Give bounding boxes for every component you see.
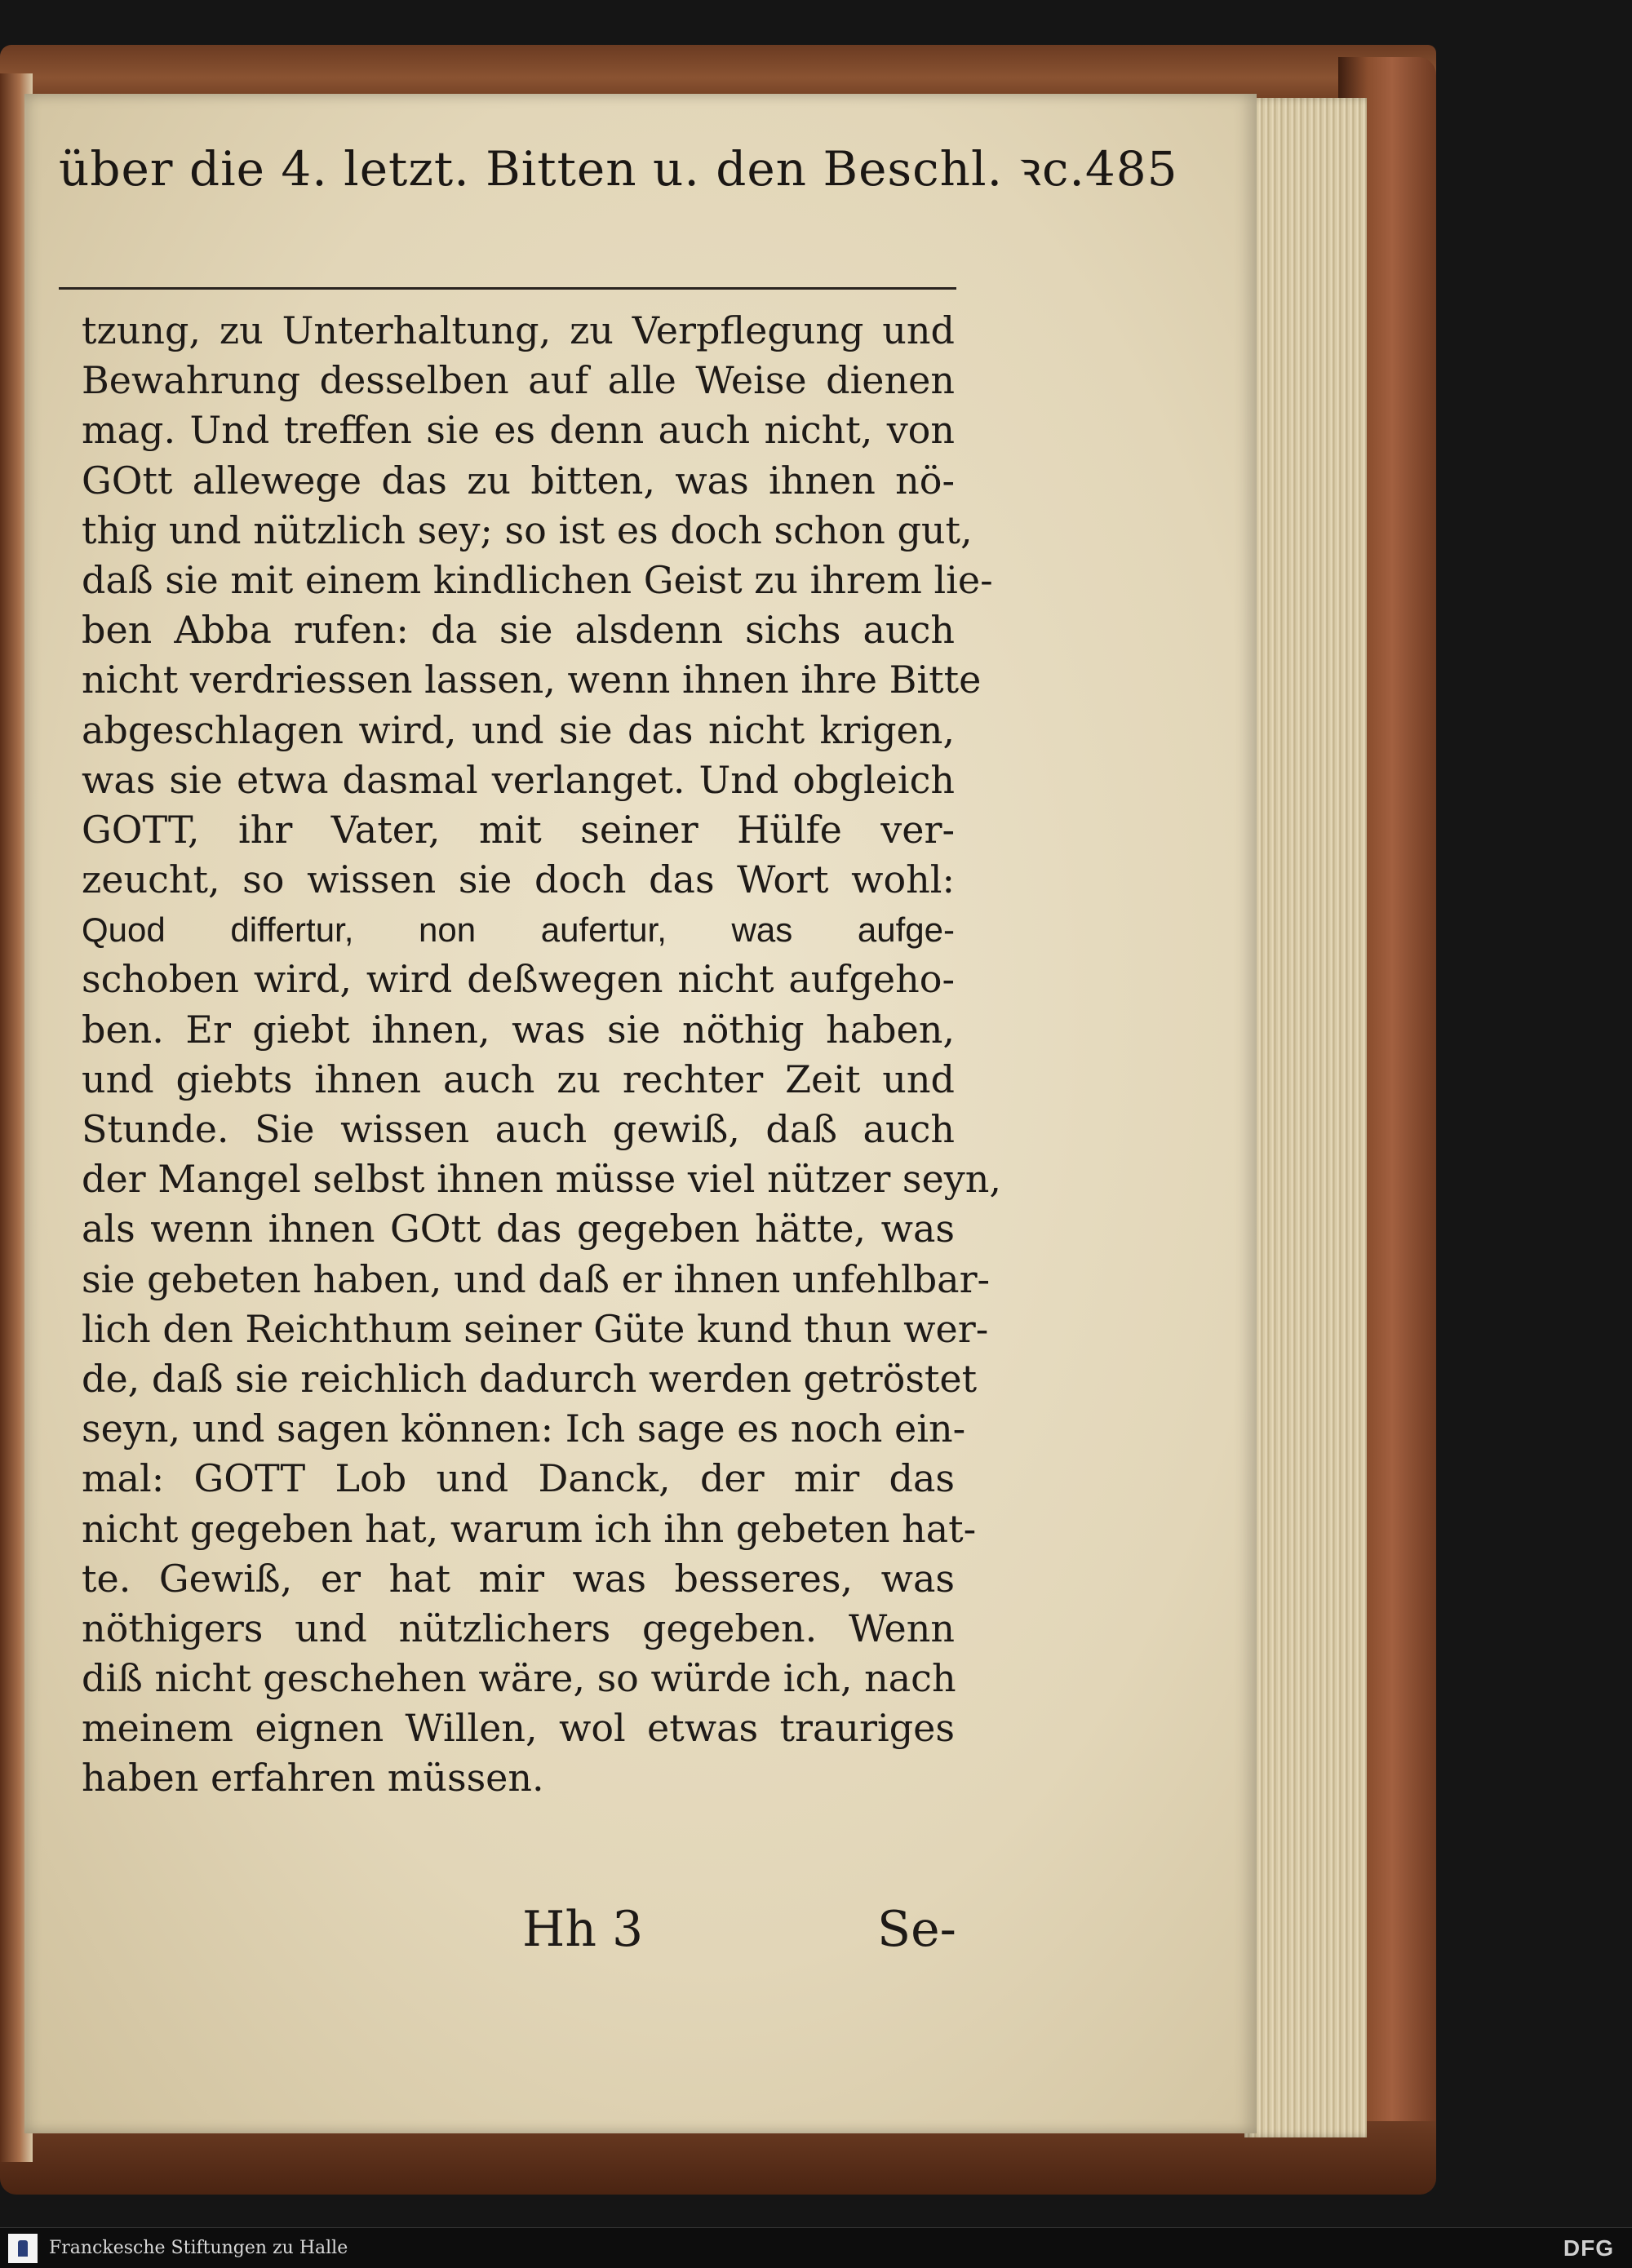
running-head (59, 135, 1178, 199)
footer-left (0, 2234, 348, 2263)
page-number: 485 (1084, 141, 1178, 197)
text-line: nicht gegeben hat, warum ich ihn gebeten hat- (82, 1506, 977, 1551)
footer-bar (0, 2227, 1632, 2268)
text-line: de, daß sie reichlich dadurch werden getröstet (82, 1356, 978, 1401)
text-line: thig und nützlich sey; so ist es doch schon gut, (82, 507, 973, 552)
text-line: haben erfahren müssen. (82, 1756, 544, 1801)
text-line: seyn, und sagen können: Ich sage es noch ein- (82, 1406, 966, 1451)
text-line: und giebts ihnen auch zu rechter Zeit und (82, 1056, 955, 1101)
text-line: mal: GOTT Lob und Danck, der mir das (82, 1456, 955, 1501)
text-line: tzung, zu Unterhaltung, zu Verpflegung und (82, 308, 955, 352)
text-line: te. Gewiß, er hat mir was besseres, was (82, 1556, 955, 1601)
text-line: lich den Reichthum seiner Güte kund thun wer- (82, 1306, 989, 1351)
institution-logo-icon (8, 2234, 38, 2263)
text-line: nöthigers und nützlichers gegeben. Wenn (82, 1606, 955, 1650)
text-line: Bewahrung desselben auf alle Weise dienen (82, 358, 955, 403)
text-line: GOTT, ihr Vater, mit seiner Hülfe ver- (82, 807, 955, 852)
text-line: abgeschlagen wird, und sie das nicht krigen, (82, 707, 955, 752)
text-line: nicht verdriessen lassen, wenn ihnen ihre Bitte (82, 658, 982, 702)
text-line-latin: Quod differtur, non aufertur, was aufge- (82, 910, 955, 950)
text-line: der Mangel selbst ihnen müsse viel nützer seyn, (82, 1157, 1001, 1202)
page-fore-edge (1244, 98, 1367, 2137)
running-head-title: über die 4. letzt. Bitten u. den Beschl. ꝛc. (59, 141, 1085, 197)
text-line: GOtt allewege das zu bitten, was ihnen nö- (82, 458, 955, 503)
text-line: schoben wird, wird deßwegen nicht aufgeho- (82, 957, 955, 1002)
text-line: Stunde. Sie wissen auch gewiß, daß auch (82, 1107, 955, 1151)
text-line: zeucht, so wissen sie doch das Wort wohl: (82, 857, 955, 902)
signature-mark: Hh 3 (522, 1901, 644, 1958)
head-rule (59, 287, 956, 290)
footer-institution: Franckesche Stiftungen zu Halle (49, 2238, 348, 2258)
dfg-logo: DFG (1563, 2235, 1614, 2261)
text-line: diß nicht geschehen wäre, so würde ich, nach (82, 1656, 956, 1701)
text-line: daß sie mit einem kindlichen Geist zu ihrem lie- (82, 557, 993, 602)
text-line: ben Abba rufen: da sie alsdenn sichs auch (82, 608, 955, 653)
body-text (82, 306, 1001, 1804)
text-line: mag. Und treffen sie es denn auch nicht, von (82, 408, 955, 453)
catchword: Se- (877, 1901, 956, 1958)
text-line: meinem eignen Willen, wol etwas trauriges (82, 1706, 955, 1751)
text-line: als wenn ihnen GOtt das gegeben hätte, was (82, 1207, 955, 1251)
text-line: was sie etwa dasmal verlanget. Und obgleich (82, 757, 955, 802)
text-line: ben. Er giebt ihnen, was sie nöthig haben, (82, 1007, 955, 1052)
text-line: sie gebeten haben, und daß er ihnen unfehlbar- (82, 1256, 991, 1301)
